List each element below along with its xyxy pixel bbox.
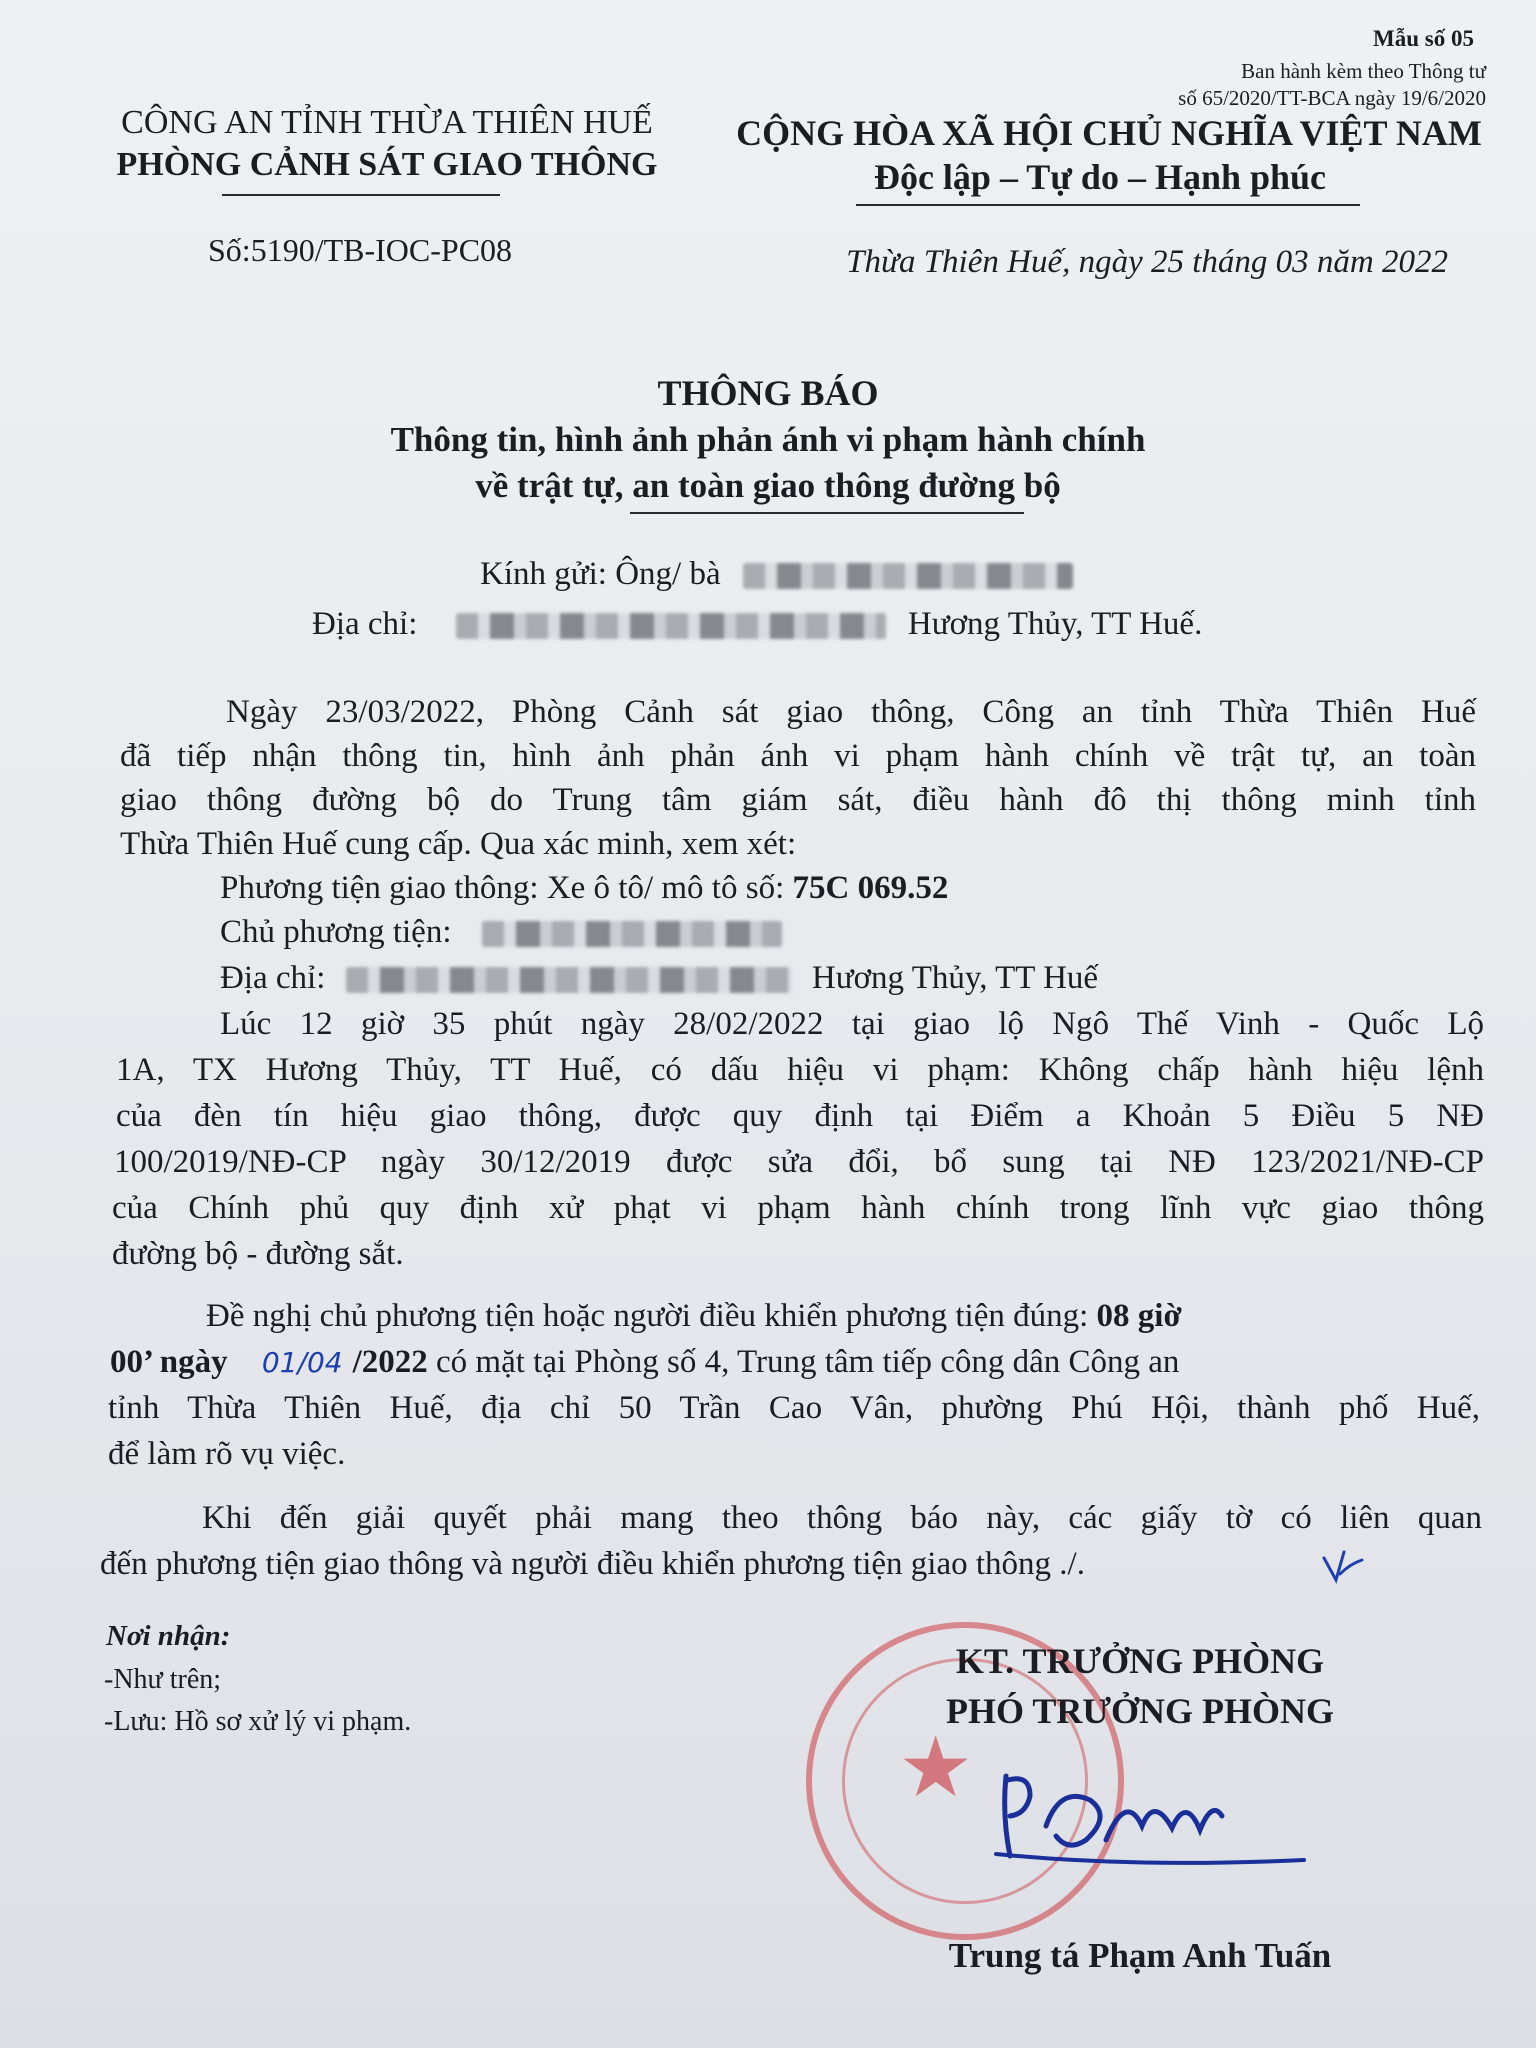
seal-star-icon: ★ — [898, 1718, 974, 1816]
redacted-recipient-address — [456, 613, 886, 639]
body-p2-line2: 1A, TX Hương Thủy, TT Huế, có dấu hiệu vi phạm: Không chấp hành hiệu lệnh — [116, 1052, 1484, 1088]
salutation-text: Kính gửi: Ông/ bà — [480, 556, 721, 592]
recipient-item-2: -Lưu: Hồ sơ xử lý vi phạm. — [104, 1706, 412, 1737]
body-p2-line4: 100/2019/NĐ-CP ngày 30/12/2019 được sửa đổi, bổ sung tại NĐ 123/2021/NĐ-CP — [114, 1144, 1484, 1180]
place-date: Thừa Thiên Huế, ngày 25 tháng 03 năm 2022 — [846, 244, 1448, 280]
vehicle-line — [220, 870, 948, 907]
handwritten-date: 01/04 — [261, 1346, 343, 1379]
body-p1-line3: giao thông đường bộ do Trung tâm giám sát, điều hành đô thị thông minh tỉnh — [120, 782, 1476, 818]
form-note-line2: số 65/2020/TT-BCA ngày 19/6/2020 — [1178, 86, 1486, 110]
agency-parent: CÔNG AN TỈNH THỪA THIÊN HUẾ — [121, 104, 653, 141]
recipients-heading: Nơi nhận: — [106, 1620, 231, 1652]
body-p2-line1: Lúc 12 giờ 35 phút ngày 28/02/2022 tại giao lộ Ngô Thế Vinh - Quốc Lộ — [220, 1006, 1484, 1042]
vehicle-label: Phương tiện giao thông: Xe ô tô/ mô tô số: — [220, 870, 793, 906]
agency-dept: PHÒNG CẢNH SÁT GIAO THÔNG — [116, 146, 658, 183]
owner-address-tail: Hương Thủy, TT Huế — [811, 960, 1099, 996]
body-p1-line1: Ngày 23/03/2022, Phòng Cảnh sát giao thông, Công an tỉnh Thừa Thiên Huế — [226, 694, 1476, 730]
handwritten-check-mark — [1318, 1544, 1368, 1588]
signer-name: Trung tá Phạm Anh Tuấn — [948, 1936, 1332, 1975]
agency-underline — [222, 194, 500, 196]
appointment-year: /2022 — [352, 1344, 428, 1380]
document-subtitle-1: Thông tin, hình ảnh phản ánh vi phạm hành chính — [390, 420, 1146, 459]
document-subtitle-2: về trật tự, an toàn giao thông đường bộ — [475, 466, 1061, 505]
appointment-location: có mặt tại Phòng số 4, Trung tâm tiếp công dân Công an — [427, 1344, 1180, 1380]
owner-line — [220, 914, 782, 951]
recipient-address — [312, 606, 1202, 643]
body-p2-line3: của đèn tín hiệu giao thông, được quy định tại Điểm a Khoản 5 Điều 5 NĐ — [116, 1098, 1484, 1134]
body-p4-line2: đến phương tiện giao thông và người điều khiển phương tiện giao thông ./. — [100, 1546, 1085, 1582]
appointment-hour: 08 giờ — [1096, 1298, 1182, 1334]
salutation — [480, 556, 1073, 593]
body-p4-line1: Khi đến giải quyết phải mang theo thông báo này, các giấy tờ có liên quan — [202, 1500, 1482, 1536]
owner-label: Chủ phương tiện: — [220, 914, 452, 950]
body-p1-line2: đã tiếp nhận thông tin, hình ảnh phản ánh vi phạm hành chính về trật tự, an toàn — [120, 738, 1476, 774]
body-p2-line5: của Chính phủ quy định xử phạt vi phạm hành chính trong lĩnh vực giao thông — [112, 1190, 1484, 1226]
owner-address-label: Địa chỉ: — [220, 960, 326, 996]
national-motto: Độc lập – Tự do – Hạnh phúc — [873, 157, 1327, 197]
body-p3-line1 — [206, 1298, 1182, 1335]
redacted-owner-address — [346, 967, 792, 993]
recipient-address-label: Địa chỉ: — [312, 606, 418, 642]
nation-title: CỘNG HÒA XÃ HỘI CHỦ NGHĨA VIỆT NAM — [736, 113, 1482, 153]
body-p3-line4: để làm rõ vụ việc. — [108, 1436, 346, 1472]
redacted-recipient-name — [743, 563, 1073, 589]
document-title: THÔNG BÁO — [657, 373, 879, 413]
handwritten-signature — [986, 1756, 1316, 1876]
body-p3-line3: tỉnh Thừa Thiên Huế, địa chỉ 50 Trần Cao Vân, phường Phú Hội, thành phố Huế, — [108, 1390, 1480, 1426]
owner-address-line — [220, 960, 1098, 997]
recipient-item-1: -Như trên; — [104, 1664, 222, 1695]
body-p3-line2 — [110, 1344, 1179, 1381]
redacted-owner-name — [482, 921, 782, 947]
motto-underline — [856, 204, 1360, 206]
form-code: Mẫu số 05 — [1373, 26, 1474, 51]
form-note-line1: Ban hành kèm theo Thông tư — [1241, 59, 1486, 83]
appointment-minute-day: 00’ ngày — [110, 1344, 228, 1380]
signature-title-2: PHÓ TRƯỞNG PHÒNG — [945, 1691, 1334, 1731]
vehicle-plate: 75C 069.52 — [792, 870, 949, 906]
signature-title-1: KT. TRƯỞNG PHÒNG — [955, 1641, 1325, 1681]
body-p2-line6: đường bộ - đường sắt. — [112, 1236, 404, 1272]
title-underline — [630, 512, 1024, 514]
appointment-text: Đề nghị chủ phương tiện hoặc người điều khiển phương tiện đúng: — [206, 1298, 1097, 1334]
document-number: Số:5190/TB-IOC-PC08 — [208, 232, 513, 268]
body-p1-line4: Thừa Thiên Huế cung cấp. Qua xác minh, xem xét: — [120, 826, 797, 862]
recipient-address-tail: Hương Thủy, TT Huế. — [907, 606, 1203, 642]
